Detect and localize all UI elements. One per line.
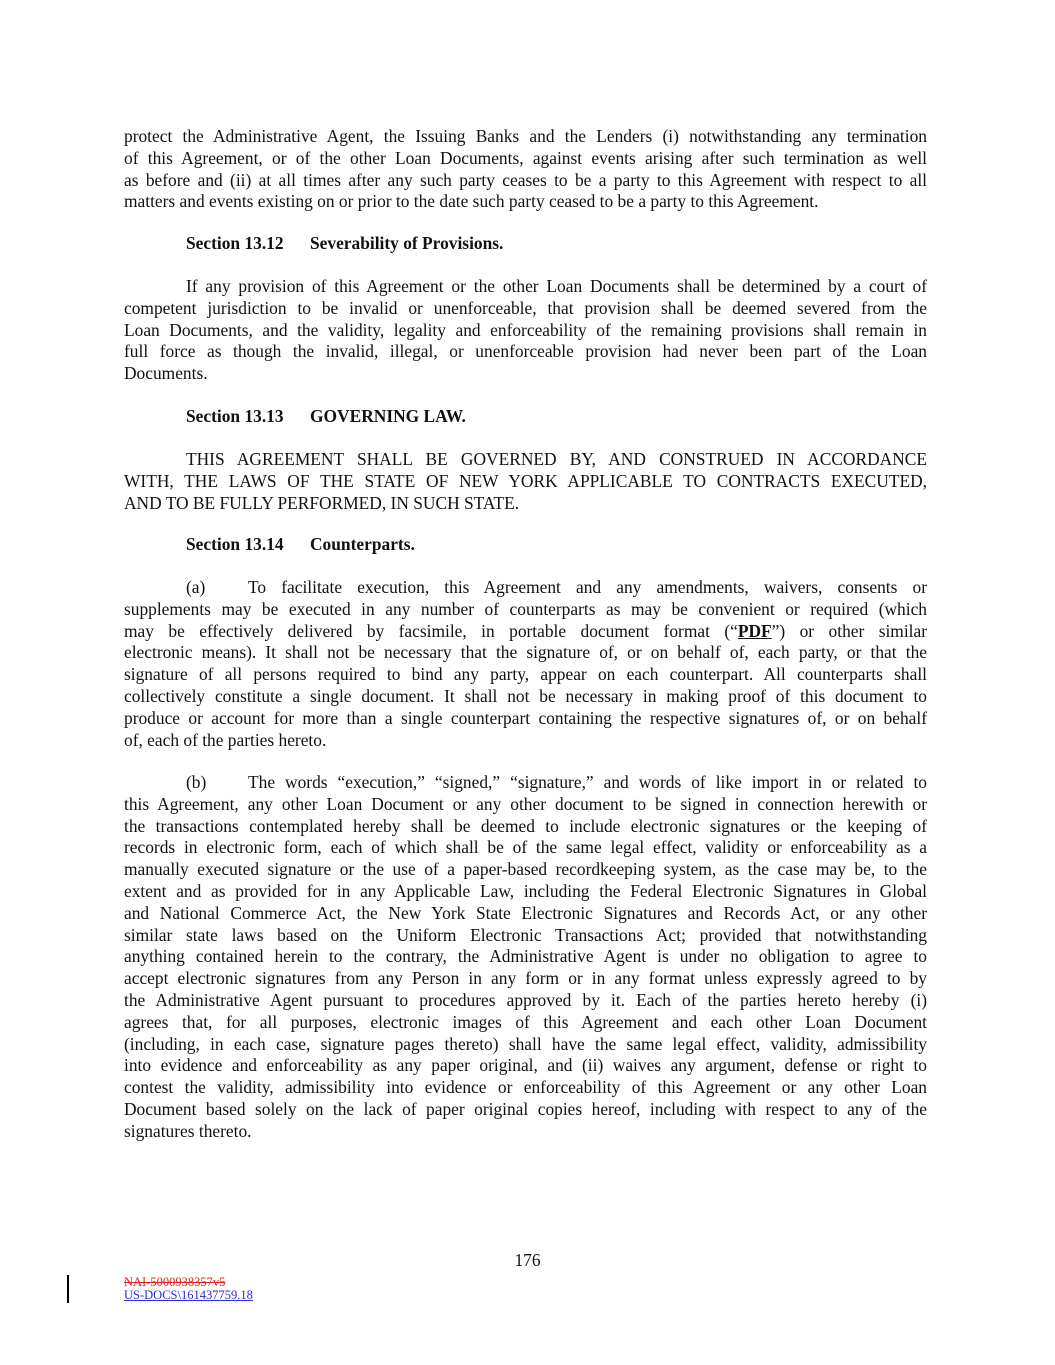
text: matters and events existing on or prior to the date such party ceased to be a party to this Agreement. <box>124 191 819 212</box>
text: collectively constitute a single document. It shall not be necessary in making proof of this document to <box>124 685 927 706</box>
text-line <box>124 599 927 621</box>
text: To facilitate execution, this Agreement and any amendments, waivers, consents or <box>248 577 927 597</box>
text-line <box>124 837 927 859</box>
text: (including, in each case, signature pages thereto) shall have the same legal effect, validity, admissibility <box>124 1033 927 1054</box>
text-line <box>124 1099 927 1121</box>
text: supplements may be executed in any number of counterparts as may be convenient or required (which <box>124 598 927 619</box>
section-heading-13-14 <box>186 534 415 556</box>
text: similar state laws based on the Uniform Electronic Transactions Act; provided that notwithstanding <box>124 924 927 945</box>
text-line <box>124 1077 927 1099</box>
clause-label: (a) <box>186 577 206 597</box>
text: The words “execution,” “signed,” “signature,” and words of like import in or related to <box>248 772 927 792</box>
text-line <box>124 493 927 515</box>
text: full force as though the invalid, illegal, or unenforceable provision had never been part of the Loan <box>124 341 927 362</box>
text: Documents. <box>124 363 208 384</box>
text: manually executed signature or the use of a paper-based recordkeeping system, as the case may be, to the <box>124 859 927 880</box>
section-title: GOVERNING LAW. <box>310 406 466 426</box>
text: the transactions contemplated hereby shall be deemed to include electronic signatures or the keeping of <box>124 815 927 836</box>
page-number: 176 <box>514 1250 541 1270</box>
text-line <box>124 298 927 320</box>
text: If any provision of this Agreement or the other Loan Documents shall be determined by a court of <box>186 276 927 296</box>
text: Document based solely on the lack of paper original copies hereof, including with respect to any of the <box>124 1098 927 1119</box>
text: as before and (ii) at all times after any such party ceases to be a party to this Agreement with respect to all <box>124 169 927 190</box>
text-line <box>124 1034 927 1056</box>
text-line <box>124 772 927 794</box>
text: of this Agreement, or of the other Loan Documents, against events arising after such termination as well <box>124 147 927 168</box>
text: competent jurisdiction to be invalid or unenforceable, that provision shall be deemed severed from the <box>124 297 927 318</box>
text-line <box>124 1055 927 1077</box>
text-line <box>124 968 927 990</box>
text: agrees that, for all purposes, electronic images of this Agreement and each other Loan Document <box>124 1011 927 1032</box>
text-line <box>124 794 927 816</box>
text-line <box>124 730 927 752</box>
text: electronic means). It shall not be necessary that the signature of, or on behalf of, each party, or that the <box>124 642 927 663</box>
text-line <box>124 1121 927 1143</box>
text: AND TO BE FULLY PERFORMED, IN SUCH STATE. <box>124 492 520 513</box>
text-line <box>124 621 927 643</box>
text-line <box>124 577 927 599</box>
text: contest the validity, admissibility into evidence or enforceability of this Agreement or any other Loan <box>124 1077 927 1098</box>
text: signature of all persons required to bind any party, appear on each counterpart. All counterparts shall <box>124 664 927 685</box>
text: of, each of the parties hereto. <box>124 729 327 750</box>
paragraph-counterparts-b <box>124 772 927 1143</box>
text: extent and as provided for in any Applicable Law, including the Federal Electronic Signatures in Global <box>124 880 927 901</box>
text: THIS AGREEMENT SHALL BE GOVERNED BY, AND CONSTRUED IN ACCORDANCE <box>186 449 927 469</box>
paragraph-continuation <box>124 126 927 213</box>
text-line <box>124 191 927 213</box>
section-heading-13-13 <box>186 406 466 428</box>
text-line <box>124 903 927 925</box>
text: into evidence and enforceability as any paper original, and (ii) waives any argument, defense or right to <box>124 1055 927 1076</box>
text: may be effectively delivered by facsimile, in portable document format (“ <box>124 620 738 641</box>
footer-old-doc-id: NAI-5000938357v5 <box>124 1275 226 1289</box>
paragraph-governing-law <box>124 449 927 514</box>
text-line <box>124 881 927 903</box>
text-line <box>124 320 927 342</box>
paragraph-severability <box>124 276 927 385</box>
text-line <box>124 859 927 881</box>
text-line <box>124 1012 927 1034</box>
text-line <box>124 816 927 838</box>
text-line <box>124 363 927 385</box>
text: ”) or other similar <box>771 620 928 641</box>
text: and National Commerce Act, the New York State Electronic Signatures and Records Act, or any other <box>124 902 927 923</box>
text-line <box>124 990 927 1012</box>
change-bar <box>67 1275 69 1303</box>
text: this Agreement, any other Loan Document or any other document to be signed in connection herewith or <box>124 793 927 814</box>
text: the Administrative Agent pursuant to procedures approved by it. Each of the parties hereto hereby (i) <box>124 989 927 1010</box>
paragraph-counterparts-a <box>124 577 927 751</box>
text-line <box>124 170 927 192</box>
text-line <box>124 148 927 170</box>
section-number: Section 13.14 <box>186 534 284 554</box>
text-line <box>124 449 927 471</box>
text-line <box>124 642 927 664</box>
text-line <box>124 708 927 730</box>
clause-label: (b) <box>186 772 207 792</box>
defined-term: PDF <box>737 620 772 641</box>
text: WITH, THE LAWS OF THE STATE OF NEW YORK APPLICABLE TO CONTRACTS EXECUTED, <box>124 470 927 491</box>
section-number: Section 13.13 <box>186 406 284 426</box>
text: produce or account for more than a single counterpart containing the respective signatures of, or on behalf <box>124 707 927 728</box>
text-line <box>124 126 927 148</box>
text-line <box>124 341 927 363</box>
section-number: Section 13.12 <box>186 233 284 253</box>
text-line <box>124 946 927 968</box>
section-title: Counterparts. <box>310 534 415 554</box>
text: accept electronic signatures from any Person in any form or in any format unless expressly agreed to by <box>124 968 927 989</box>
text: Loan Documents, and the validity, legality and enforceability of the remaining provisions shall remain in <box>124 319 927 340</box>
text: signatures thereto. <box>124 1120 252 1141</box>
text: protect the Administrative Agent, the Issuing Banks and the Lenders (i) notwithstanding any termination <box>124 126 927 146</box>
text-line <box>124 276 927 298</box>
text-line <box>124 925 927 947</box>
footer-doc-id: US-DOCS\161437759.18 <box>124 1288 253 1302</box>
section-title: Severability of Provisions. <box>310 233 504 253</box>
section-heading-13-12 <box>186 233 503 255</box>
text-line <box>124 664 927 686</box>
text: anything contained herein to the contrary, the Administrative Agent is under no obligation to agree to <box>124 946 927 967</box>
text: records in electronic form, each of which shall be of the same legal effect, validity or enforceability as a <box>124 837 927 858</box>
text-line <box>124 471 927 493</box>
text-line <box>124 686 927 708</box>
